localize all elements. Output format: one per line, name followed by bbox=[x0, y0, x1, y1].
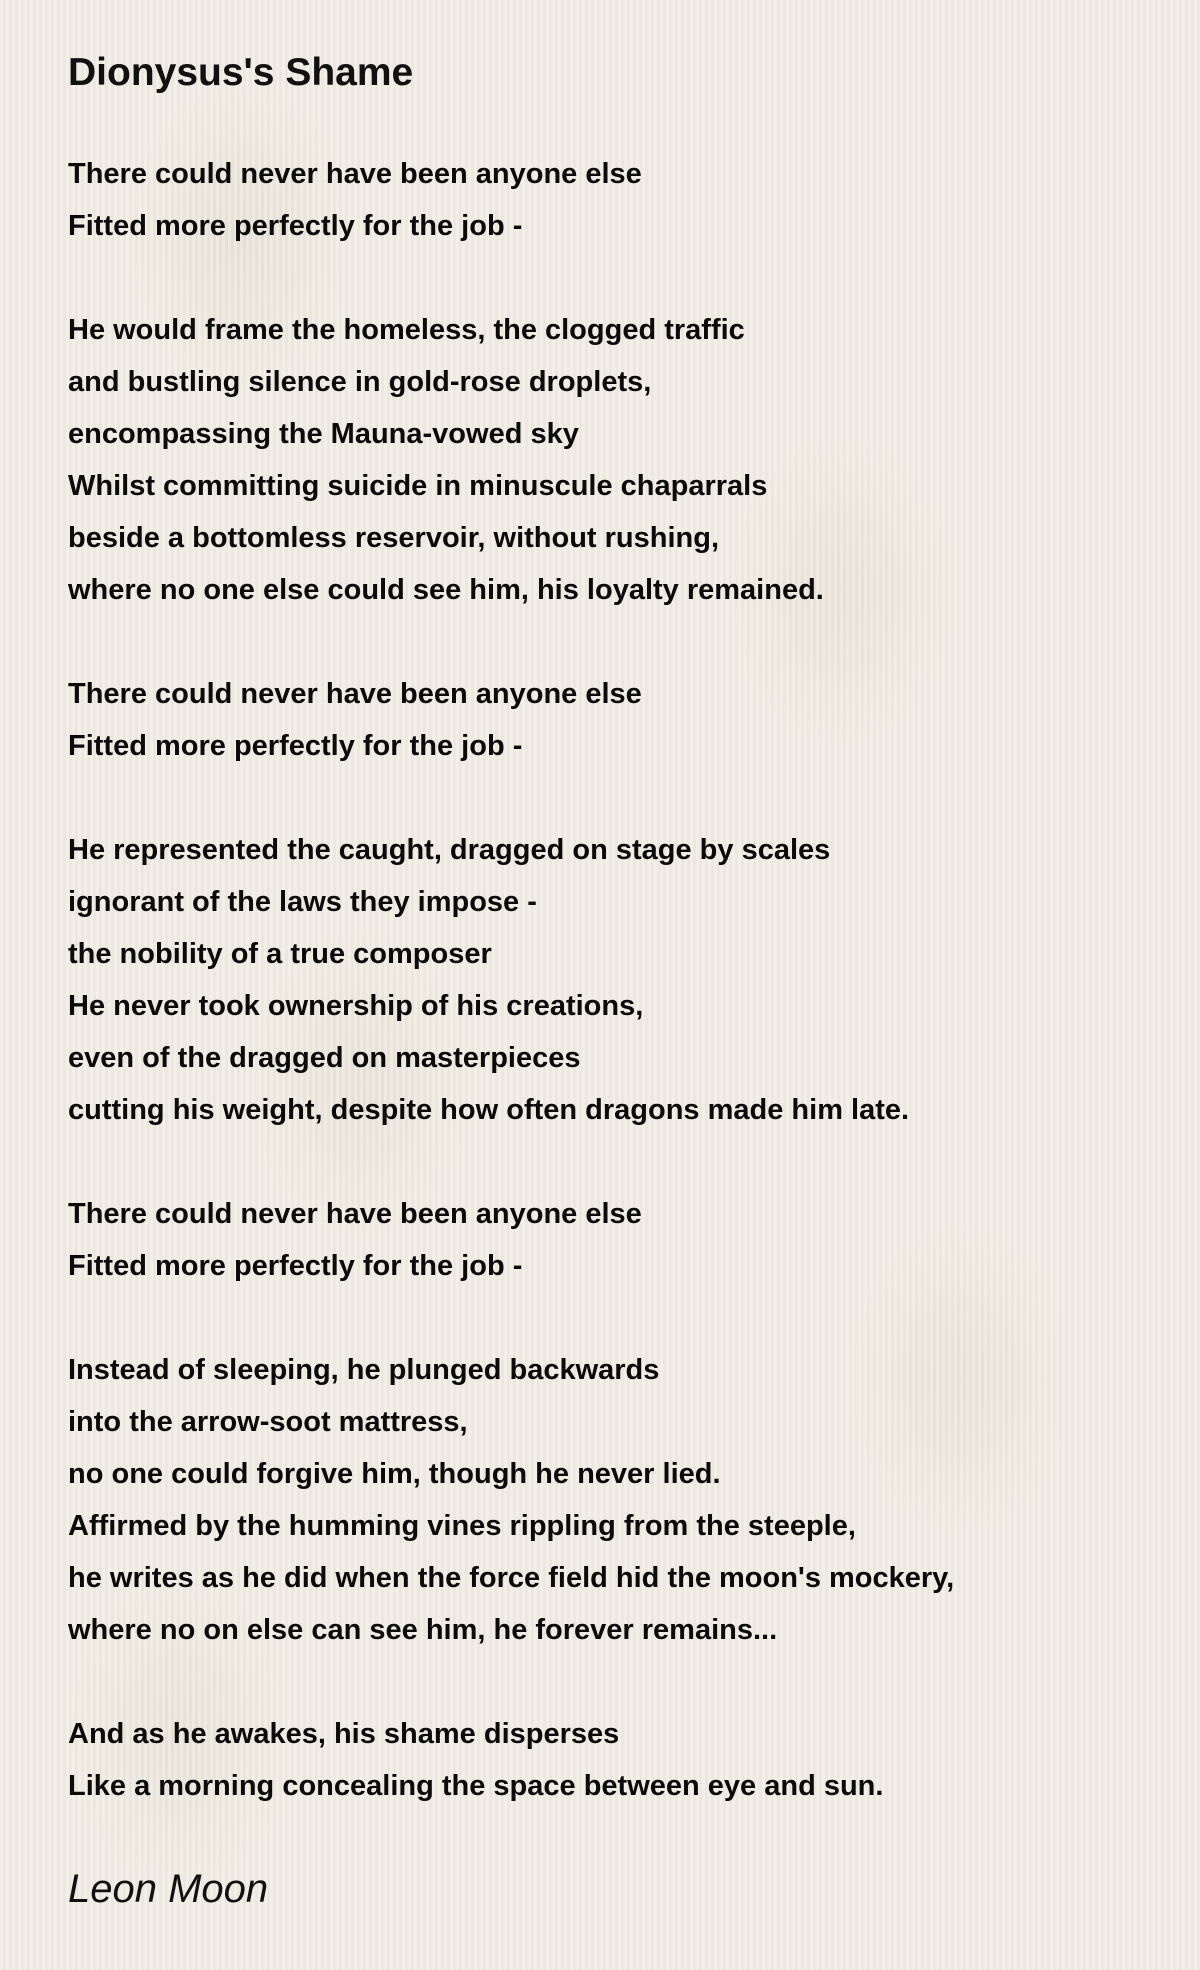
poem-line: He never took ownership of his creations, bbox=[68, 990, 644, 1022]
stanza bbox=[68, 668, 1168, 772]
stanza bbox=[68, 824, 1168, 1136]
poem-line: even of the dragged on masterpieces bbox=[68, 1042, 581, 1074]
poem-line: where no one else could see him, his loyalty remained. bbox=[68, 574, 824, 606]
poem-line: There could never have been anyone else bbox=[68, 678, 642, 710]
poem-line: Instead of sleeping, he plunged backwards bbox=[68, 1354, 660, 1386]
poem-line: Affirmed by the humming vines rippling from the steeple, bbox=[68, 1510, 856, 1542]
stanza bbox=[68, 1708, 1168, 1812]
poem-line: And as he awakes, his shame disperses bbox=[68, 1718, 620, 1750]
poem-line: There could never have been anyone else bbox=[68, 158, 642, 190]
poem-line: Fitted more perfectly for the job - bbox=[68, 210, 523, 242]
poem-author: Leon Moon bbox=[68, 1867, 269, 1911]
poem-line: He would frame the homeless, the clogged traffic bbox=[68, 314, 745, 346]
poem-line: Fitted more perfectly for the job - bbox=[68, 730, 523, 762]
poem-line: Fitted more perfectly for the job - bbox=[68, 1250, 523, 1282]
poem-title: Dionysus's Shame bbox=[68, 51, 414, 94]
poem-line: and bustling silence in gold-rose droplets, bbox=[68, 366, 652, 398]
poem-line: he writes as he did when the force field hid the moon's mockery, bbox=[68, 1562, 955, 1594]
poem-line: He represented the caught, dragged on stage by scales bbox=[68, 834, 831, 866]
poem-line: ignorant of the laws they impose - bbox=[68, 886, 537, 918]
poem-body bbox=[68, 148, 1168, 1864]
poem-line: Whilst committing suicide in minuscule chaparrals bbox=[68, 470, 768, 502]
poem-line: into the arrow-soot mattress, bbox=[68, 1406, 468, 1438]
poem-line: encompassing the Mauna-vowed sky bbox=[68, 418, 579, 450]
poem-line: cutting his weight, despite how often dragons made him late. bbox=[68, 1094, 910, 1126]
poem-line: no one could forgive him, though he never lied. bbox=[68, 1458, 721, 1490]
stanza bbox=[68, 148, 1168, 252]
poem-line: There could never have been anyone else bbox=[68, 1198, 642, 1230]
poem-line: where no on else can see him, he forever remains... bbox=[68, 1614, 778, 1646]
poem-line: beside a bottomless reservoir, without rushing, bbox=[68, 522, 720, 554]
stanza bbox=[68, 304, 1168, 616]
stanza bbox=[68, 1344, 1168, 1656]
poem-line: Like a morning concealing the space between eye and sun. bbox=[68, 1770, 884, 1802]
stanza bbox=[68, 1188, 1168, 1292]
poem-line: the nobility of a true composer bbox=[68, 938, 492, 970]
